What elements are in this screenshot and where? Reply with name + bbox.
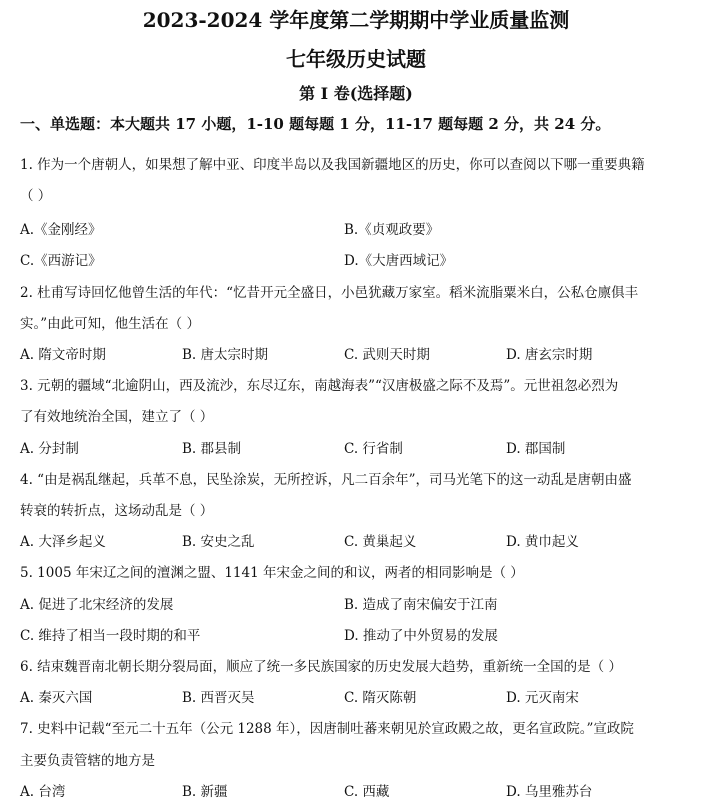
question-4-option-c: C. 黄巢起义 [344,534,417,550]
question-4-stem-line-2: 转衰的转折点，这场动乱是（ ） [20,503,214,519]
question-2-option-c: C. 武则天时期 [344,347,430,363]
question-6-option-d: D. 元灭南宋 [506,690,579,706]
question-3-stem-line-2: 了有效地统治全国，建立了（ ） [20,409,214,425]
question-7-stem-line-2: 主要负责管辖的地方是 [20,753,155,769]
question-5-option-c: C. 维持了相当一段时期的和平 [20,628,201,644]
question-4-option-d: D. 黄巾起义 [506,534,579,550]
question-1-stem-line-2: （ ） [20,188,52,204]
question-2-stem-line-1: 2. 杜甫写诗回忆他曾生活的年代：“忆昔开元全盛日，小邑犹藏万家室。稻米流脂粟米白，公私仓廪俱丰 [20,285,639,301]
question-1-option-d: D.《大唐西域记》 [344,253,454,269]
exam-subtitle: 七年级历史试题 [286,47,426,71]
section-heading: 一、单选题：本大题共 17 小题，1-10 题每题 1 分，11-17 题每题 2 分，共 24 分。 [20,115,611,133]
question-6-stem: 6. 结束魏晋南北朝长期分裂局面，顺应了统一多民族国家的历史发展大趋势，重新统一全国的是（ ） [20,659,622,675]
question-7-option-b: B. 新疆 [182,784,228,800]
question-3-stem-line-1: 3. 元朝的疆域“北逾阴山，西及流沙，东尽辽东，南越海表”“汉唐极盛之际不及焉”。元世祖忽必烈为 [20,378,619,394]
question-2-option-b: B. 唐太宗时期 [182,347,269,363]
question-4-option-a: A. 大泽乡起义 [20,534,106,550]
question-6-option-b: B. 西晋灭吴 [182,690,255,706]
question-1-option-b: B.《贞观政要》 [344,222,440,238]
exam-title: 2023-2024 学年度第二学期期中学业质量监测 [142,8,570,32]
exam-part-title: 第 I 卷(选择题) [299,84,413,103]
question-2-stem-line-2: 实。”由此可知，他生活在（ ） [20,316,200,332]
question-1-stem-line-1: 1. 作为一个唐朝人，如果想了解中亚、印度半岛以及我国新疆地区的历史，你可以查阅以下哪一重要典籍 [20,157,645,173]
question-3-option-b: B. 郡县制 [182,441,242,457]
question-6-option-a: A. 秦灭六国 [20,690,93,706]
question-7-option-a: A. 台湾 [20,784,66,800]
question-4-option-b: B. 安史之乱 [182,534,255,550]
question-7-option-d: D. 乌里雅苏台 [506,784,593,800]
question-2-option-a: A. 隋文帝时期 [20,347,106,363]
question-1-option-a: A.《金刚经》 [20,222,102,238]
question-5-stem: 5. 1005 年宋辽之间的澶渊之盟、1141 年宋金之间的和议，两者的相同影响是（ ） [20,565,524,581]
question-4-stem-line-1: 4. “由是祸乱继起，兵革不息，民坠涂炭，无所控诉，凡二百余年”，司马光笔下的这一动乱是唐朝由盛 [20,472,632,488]
question-2-option-d: D. 唐玄宗时期 [506,347,593,363]
question-5-option-b: B. 造成了南宋偏安于江南 [344,597,498,613]
question-6-option-c: C. 隋灭陈朝 [344,690,417,706]
question-3-option-c: C. 行省制 [344,441,403,457]
question-7-option-c: C. 西藏 [344,784,390,800]
question-5-option-d: D. 推动了中外贸易的发展 [344,628,498,644]
question-1-option-c: C.《西游记》 [20,253,102,269]
question-3-option-d: D. 郡国制 [506,441,566,457]
question-5-option-a: A. 促进了北宋经济的发展 [20,597,174,613]
question-3-option-a: A. 分封制 [20,441,79,457]
question-7-stem-line-1: 7. 史料中记载“至元二十五年（公元 1288 年），因唐制吐蕃来朝见於宣政殿之故，更名宣政院。”宣政院 [20,721,634,737]
